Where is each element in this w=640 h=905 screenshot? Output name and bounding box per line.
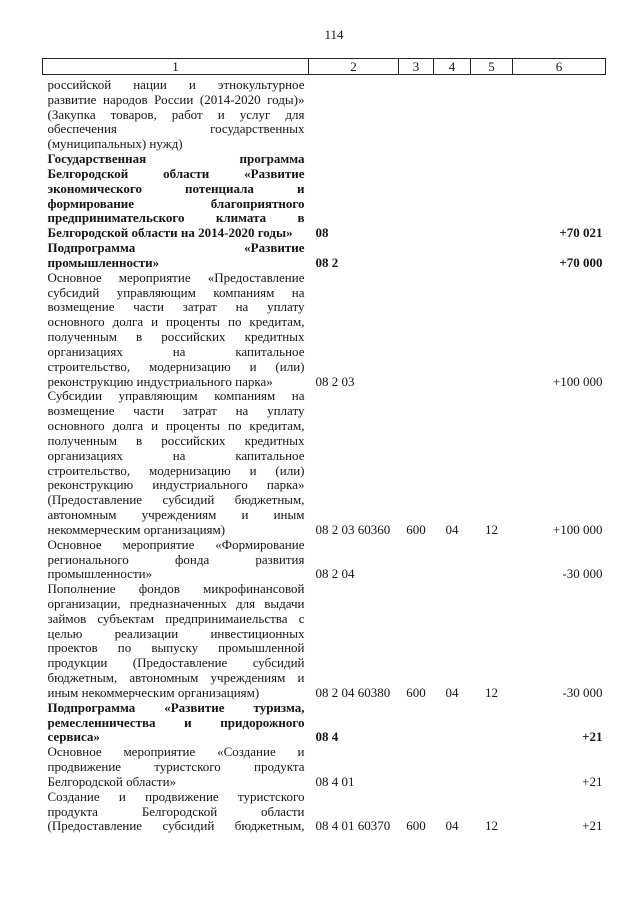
row-expense-type-cell — [399, 75, 434, 153]
description-line: Белгородской области» — [47, 773, 177, 789]
budget-table — [42, 58, 606, 834]
table-row — [43, 790, 606, 834]
row-code-cell — [309, 701, 399, 745]
row-subsection-cell — [471, 75, 513, 153]
row-code-cell — [309, 75, 399, 153]
row-amount: -30 000 — [562, 684, 603, 700]
description-line: субсидий управляющим компаниям на — [47, 284, 305, 300]
row-description — [43, 75, 309, 153]
row-description — [43, 152, 309, 241]
row-description — [43, 582, 309, 701]
description-line: сервиса» — [47, 729, 100, 745]
description-line: строительство, модернизацию и (или) — [47, 462, 305, 478]
description-line: формирование благоприятного — [47, 195, 305, 211]
row-amount: +21 — [582, 773, 603, 789]
description-line: Белгородской области «Развитие — [47, 165, 305, 181]
row-subsection-cell — [471, 241, 513, 271]
table-row — [43, 582, 606, 701]
row-amount-cell — [513, 701, 606, 745]
description-line: организации, предназначенных для выдачи — [47, 595, 305, 611]
table-row — [43, 389, 606, 537]
row-expense-type: 600 — [406, 818, 426, 834]
description-line: иным некоммерческим организациям) — [47, 684, 260, 700]
description-line: Белгородской области на 2014-2020 годы» — [47, 225, 293, 241]
row-subsection: 12 — [485, 684, 498, 700]
description-line: основного долга и проценты по кредитам, — [47, 418, 305, 434]
row-amount-cell — [513, 790, 606, 834]
row-description — [43, 790, 309, 834]
header-cell-3: 3 — [399, 59, 434, 75]
row-section-cell — [434, 701, 471, 745]
description-line: некоммерческим организациям) — [47, 521, 226, 537]
description-line: полученным в российских кредитных — [47, 329, 305, 345]
row-code-cell — [309, 538, 399, 582]
row-code: 08 4 — [315, 729, 339, 745]
description-line: возмещение части затрат на уплату — [47, 299, 305, 315]
row-code-cell — [309, 241, 399, 271]
description-line: реконструкцию индустриального парка» — [47, 477, 305, 493]
description-line: Основное мероприятие «Создание и — [47, 744, 305, 760]
row-amount-cell — [513, 745, 606, 789]
table-body — [43, 75, 606, 835]
row-section-cell — [434, 389, 471, 537]
row-amount: +70 000 — [559, 254, 603, 270]
table-row — [43, 701, 606, 745]
row-amount: +21 — [582, 818, 603, 834]
row-section-cell — [434, 271, 471, 390]
header-cell-5: 5 — [471, 59, 513, 75]
row-section-cell — [434, 75, 471, 153]
description-line: экономического потенциала и — [47, 180, 305, 196]
row-expense-type: 600 — [406, 521, 426, 537]
description-line: (Предоставление субсидий бюджетным, — [47, 818, 305, 834]
description-line: автономным учреждениям и иным — [47, 507, 305, 523]
description-line: бюджетным, автономным учреждениям и — [47, 670, 305, 686]
description-line: обеспечения государственных — [47, 121, 305, 137]
row-description — [43, 389, 309, 537]
row-code: 08 — [315, 225, 329, 241]
row-subsection-cell — [471, 790, 513, 834]
description-line: ремесленничества и придорожного — [47, 714, 305, 730]
description-line: целью реализации инвестиционных — [47, 625, 305, 641]
row-section-cell — [434, 582, 471, 701]
description-line: организациях на капитальное — [47, 447, 305, 463]
row-section: 04 — [445, 684, 459, 700]
row-code-cell — [309, 389, 399, 537]
row-expense-type: 600 — [406, 684, 426, 700]
row-subsection-cell — [471, 538, 513, 582]
description-line: Подпрограмма «Развитие туризма, — [47, 699, 305, 715]
row-code: 08 2 03 60360 — [315, 521, 391, 537]
row-amount-cell — [513, 152, 606, 241]
table-row — [43, 538, 606, 582]
description-line: займов субъектам предпринимаиельства с — [47, 610, 305, 626]
description-line: основного долга и проценты по кредитам, — [47, 314, 305, 330]
row-expense-type-cell — [399, 745, 434, 789]
row-code-cell — [309, 582, 399, 701]
table-row — [43, 271, 606, 390]
row-subsection: 12 — [485, 521, 498, 537]
row-subsection-cell — [471, 582, 513, 701]
description-line: Создание и продвижение туристского — [47, 788, 305, 804]
row-subsection-cell — [471, 271, 513, 390]
row-amount-cell — [513, 389, 606, 537]
header-cell-4: 4 — [434, 59, 471, 75]
row-subsection-cell — [471, 745, 513, 789]
row-code-cell — [309, 152, 399, 241]
description-line: Подпрограмма «Развитие — [47, 240, 305, 256]
row-section-cell — [434, 152, 471, 241]
row-amount-cell — [513, 582, 606, 701]
description-line: организациях на капитальное — [47, 343, 305, 359]
table-row — [43, 75, 606, 153]
row-code: 08 2 04 60380 — [315, 684, 391, 700]
row-description — [43, 745, 309, 789]
row-code: 08 4 01 60370 — [315, 818, 391, 834]
description-line: промышленности» — [47, 566, 153, 582]
description-line: проектов по выпуску промышленной — [47, 640, 305, 656]
row-code-cell — [309, 271, 399, 390]
row-expense-type-cell — [399, 152, 434, 241]
description-line: предпринимательского климата в — [47, 210, 305, 226]
description-line: Пополнение фондов микрофинансовой — [47, 581, 305, 597]
row-code-cell — [309, 790, 399, 834]
table-header — [43, 59, 606, 75]
description-line: (муниципальных) нужд) — [47, 136, 183, 152]
header-row — [43, 59, 606, 75]
row-expense-type-cell — [399, 790, 434, 834]
row-subsection-cell — [471, 152, 513, 241]
row-code: 08 2 04 — [315, 566, 355, 582]
description-line: Субсидии управляющим компаниям на — [47, 388, 305, 404]
row-subsection: 12 — [485, 818, 498, 834]
row-code-cell — [309, 745, 399, 789]
row-section-cell — [434, 745, 471, 789]
row-section-cell — [434, 241, 471, 271]
description-line: Основное мероприятие «Предоставление — [47, 269, 305, 285]
header-cell-1: 1 — [43, 59, 309, 75]
description-line: продукции (Предоставление субсидий — [47, 655, 305, 671]
row-description — [43, 271, 309, 390]
row-amount: -30 000 — [562, 566, 603, 582]
page-number: 114 — [324, 27, 344, 42]
row-code: 08 4 01 — [315, 773, 355, 789]
row-amount-cell — [513, 271, 606, 390]
description-line: возмещение части затрат на уплату — [47, 403, 305, 419]
header-cell-2: 2 — [309, 59, 399, 75]
row-section: 04 — [445, 818, 459, 834]
row-amount-cell — [513, 241, 606, 271]
description-line: Государственная программа — [47, 151, 305, 167]
row-expense-type-cell — [399, 582, 434, 701]
row-section-cell — [434, 538, 471, 582]
description-line: регионального фонда развития — [47, 551, 305, 567]
row-code: 08 2 03 — [315, 373, 355, 389]
row-amount: +100 000 — [552, 373, 603, 389]
description-line: промышленности» — [47, 254, 160, 270]
row-amount: +21 — [582, 729, 603, 745]
row-expense-type-cell — [399, 538, 434, 582]
description-line: строительство, модернизацию и (или) — [47, 358, 305, 374]
description-line: полученным в российских кредитных — [47, 432, 305, 448]
row-expense-type-cell — [399, 271, 434, 390]
description-line: Основное мероприятие «Формирование — [47, 536, 305, 552]
description-line: (Предоставление субсидий бюджетным, — [47, 492, 305, 508]
row-description — [43, 538, 309, 582]
row-description — [43, 701, 309, 745]
row-code: 08 2 — [315, 254, 339, 270]
row-subsection-cell — [471, 389, 513, 537]
table-row — [43, 745, 606, 789]
row-expense-type-cell — [399, 241, 434, 271]
row-expense-type-cell — [399, 389, 434, 537]
description-line: развитие народов России (2014-2020 годы)» — [47, 91, 305, 107]
row-amount-cell — [513, 538, 606, 582]
row-section-cell — [434, 790, 471, 834]
header-cell-6: 6 — [513, 59, 606, 75]
row-amount: +70 021 — [559, 225, 603, 241]
row-amount: +100 000 — [552, 521, 603, 537]
row-expense-type-cell — [399, 701, 434, 745]
description-line: (Закупка товаров, работ и услуг для — [47, 106, 305, 122]
row-section: 04 — [445, 521, 459, 537]
row-amount-cell — [513, 75, 606, 153]
table-row — [43, 152, 606, 241]
description-line: продвижение туристского продукта — [47, 759, 305, 775]
table-row — [43, 241, 606, 271]
description-line: российской нации и этнокультурное — [47, 77, 305, 92]
description-line: реконструкцию индустриального парка» — [47, 373, 273, 389]
description-line: продукта Белгородской области — [47, 803, 305, 819]
row-description — [43, 241, 309, 271]
row-subsection-cell — [471, 701, 513, 745]
